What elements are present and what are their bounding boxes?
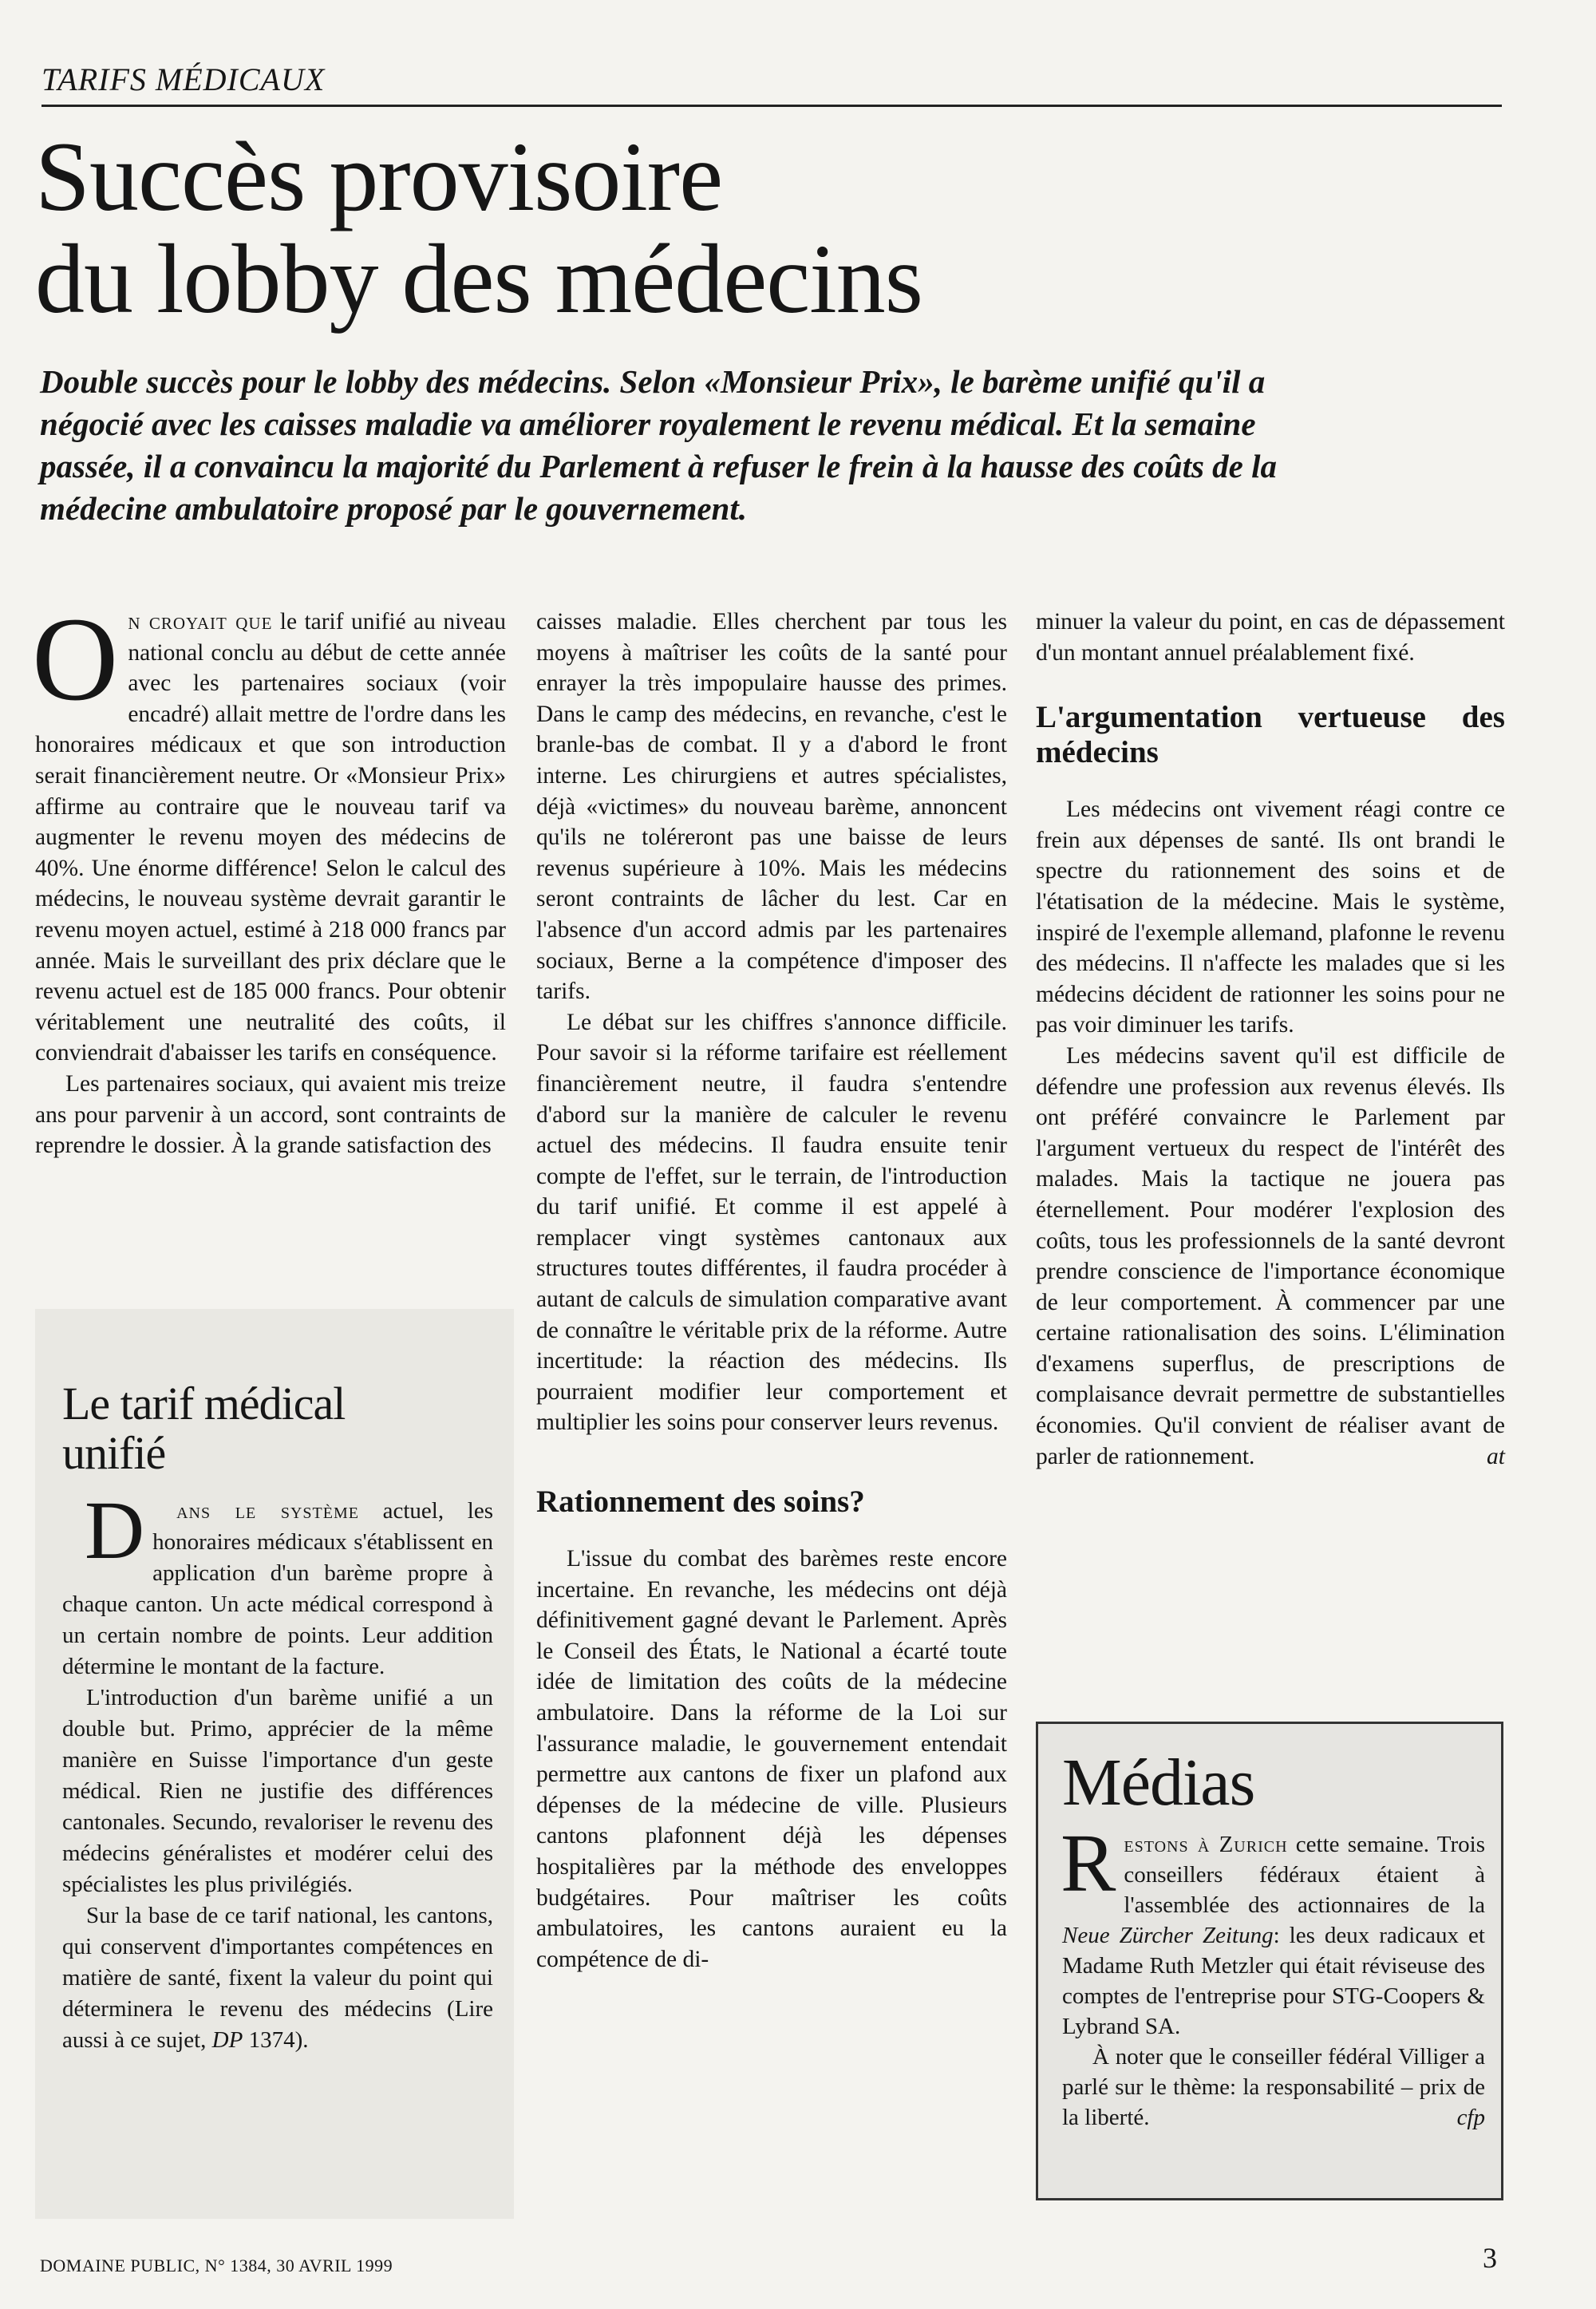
column-2 <box>536 607 1007 1975</box>
headline-line-2: du lobby des médecins <box>35 224 923 334</box>
col1-smallcaps: n croyait que <box>128 609 273 635</box>
headline-line-1: Succès provisoire <box>35 122 723 231</box>
box-paragraph-3 <box>62 1900 493 2056</box>
sidebar-box-tarif <box>35 1309 514 2219</box>
section-rubric: TARIFS MÉDICAUX <box>41 61 1502 107</box>
col1-paragraph-1 <box>32 593 506 1069</box>
box-p3-end: 1374). <box>243 2027 309 2053</box>
col2-paragraph-1: caisses maladie. Elles cherchent par tous les moyens à maîtriser les coûts de la santé pour enrayer la très impopulaire hausse des primes. Dans le camp des médecins, en revanche, c'est le branle-bas de combat. Il y a d'abord le front interne. Les chirurgiens et autres spécialistes, déjà «victimes» du nouveau barème, annoncent qu'ils ne toléreront pas une baisse de leurs revenus supérieure à 10%. Mais les médecins seront contraints de lâcher du lest. Car en l'absence d'un accord admis par les partenaires sociaux, Berne a la compétence d'imposer des tarifs. <box>536 609 1007 1005</box>
box-p3-start: Sur la base de ce tarif national, les cantons, qui conservent d'importantes compétences en matière de santé, fixent la valeur du point qui déterminera le revenu des médecins (Lire aussi à ce sujet, <box>62 1903 493 2053</box>
medias-body <box>1061 1817 1485 2133</box>
box-paragraph-1 <box>62 1485 493 1682</box>
col3-paragraph-1: minuer la valeur du point, en cas de dépassement d'un montant annuel préalablement fixé. <box>1036 609 1505 666</box>
page-number: 3 <box>1483 2242 1497 2274</box>
medias-signature: cfp <box>1456 2105 1485 2130</box>
medias-paragraph-1 <box>1061 1817 1485 2042</box>
col1-paragraph-2: Les partenaires sociaux, qui avaient mis treize ans pour parvenir à un accord, sont contraints de reprendre le dossier. À la grande satisfaction des <box>35 1070 506 1159</box>
column-1 <box>32 593 506 1161</box>
box-p3-ref: DP <box>211 2027 243 2053</box>
box-body <box>62 1485 493 2056</box>
medias-title: Médias <box>1062 1746 1255 1820</box>
sidebar-box-medias <box>1036 1722 1503 2200</box>
box-smallcaps: ans le système <box>176 1498 359 1524</box>
box-title <box>62 1379 493 1478</box>
box-title-line-2: unifié <box>62 1427 166 1479</box>
col1-p1-text: le tarif unifié au niveau national conclu au début de cette année avec les partenaires sociaux (voir encadré) allait mettre de l'ordre dans les honoraires médicaux et que son introduction serait financièrement neutre. Or «Monsieur Prix» affirme au contraire que le nouveau tarif va augmenter le revenu moyen des médecins de 40%. Une énorme différence! Selon le calcul des médecins, le nouveau système devrait garantir le revenu moyen actuel, estimé à 218 000 francs par année. Mais le surveillant des prix déclare que le revenu actuel est de 185 000 francs. Pour obtenir véritablement une neutralité des coûts, il conviendrait d'abaisser les tarifs en conséquence. <box>35 609 506 1066</box>
medias-newspaper: Neue Zürcher Zeitung <box>1062 1923 1274 1948</box>
col3-signature: at <box>1487 1443 1505 1469</box>
col2-paragraph-2: Le débat sur les chiffres s'annonce difficile. Pour savoir si la réforme tarifaire est réellement financièrement neutre, il faudra s'entendre d'abord sur la manière de calculer le revenu actuel des médecins. Il faudra ensuite tenir compte de l'effet, sur le terrain, de l'introduction du tarif unifié. Et comme il est appelé à remplacer vingt systèmes cantonaux aux structures toutes différentes, il faudra procéder à autant de calculs de simulation comparative avant de connaître le véritable prix de la réforme. Autre incertitude: la réaction des médecins. Ils pourraient modifier leur comportement et multiplier les soins pour conserver leurs revenus. <box>536 1009 1007 1436</box>
col3-paragraph-3 <box>1036 1041 1505 1472</box>
box-p1-text: actuel, les honoraires médicaux s'établissent en application d'un barème propre à chaque canton. Un acte médical correspond à un certain nombre de points. Leur addition détermine le montant de la facture. <box>62 1498 493 1679</box>
lead-paragraph: Double succès pour le lobby des médecins. Selon «Monsieur Prix», le barème unifié qu'il a négocié avec les caisses maladie va améliorer royalement le revenu médical. Et la semaine passée, il a convaincu la majorité du Parlement à refuser le frein à la hausse des coûts de la médecine ambulatoire proposé par le gouvernement. <box>40 363 1278 527</box>
box-title-line-1: Le tarif médical <box>62 1378 346 1429</box>
medias-smallcaps: estons à Zurich <box>1124 1832 1288 1857</box>
medias-p2-text: À noter que le conseiller fédéral Villiger a parlé sur le thème: la responsabilité – prix de la liberté. <box>1062 2044 1485 2130</box>
drop-cap-d: D <box>85 1485 145 1576</box>
footer-issue: DOMAINE PUBLIC, N° 1384, 30 AVRIL 1999 <box>40 2256 393 2275</box>
col3-heading: L'argumentation vertueuse des médecins <box>1036 700 1505 770</box>
col3-p3-text: Les médecins savent qu'il est difficile de défendre une profession aux revenus élevés. Ils ont préféré convaincre le Parlement par l'argument vertueux du respect de l'intérêt des malades. Mais la tactique ne jouera pas éternellement. Pour modérer l'explosion des coûts, tous les professionnels de la santé devront prendre conscience de l'importance économique de leur comportement. À commencer par une certaine rationalisation des soins. L'élimination d'examens superflus, de prescriptions de complaisance devrait permettre de substantielles économies. Qu'il convient de réaliser avant de parler de rationnement. <box>1036 1042 1505 1469</box>
medias-p1-end: : les deux radicaux et Madame Ruth Metzler qui était réviseuse des comptes de l'entreprise pour STG-Coopers & Lybrand SA. <box>1062 1923 1485 2039</box>
box-paragraph-2: L'introduction d'un barème unifié a un double but. Primo, apprécier de la même manière en Suisse l'importance d'un geste médical. Rien ne justifie des différences cantonales. Secundo, revaloriser le revenu des médecins généralistes et modérer celui des spécialistes les plus privilégiés. <box>62 1685 493 1897</box>
drop-cap-r: R <box>1061 1817 1116 1909</box>
medias-paragraph-2 <box>1062 2042 1485 2133</box>
col2-paragraph-3: L'issue du combat des barèmes reste encore incertaine. En revanche, les médecins ont déjà définitivement gagné devant le Parlement. Après le Conseil des États, le National a écarté toute idée de limitation des coûts de la médecine ambulatoire. Dans la réforme de la Loi sur l'assurance maladie, le gouvernement entendait permettre aux cantons de fixer un plafond aux dépenses de la médecine de ville. Plusieurs cantons plafonnent déjà les dépenses hospitalières par la méthode des enveloppes budgétaires. Pour maîtriser les coûts ambulatoires, les cantons auraient eu la compétence de di- <box>536 1546 1007 1972</box>
col2-heading: Rationnement des soins? <box>536 1485 865 1520</box>
box-content <box>62 1379 493 2056</box>
medias-p1-text: cette semaine. Trois conseillers fédéraux étaient à l'assemblée des actionnaires de la <box>1124 1832 1485 1918</box>
headline <box>35 122 1232 334</box>
drop-cap-o: O <box>32 593 119 726</box>
medias-content <box>1062 1748 1485 2133</box>
col3-paragraph-2: Les médecins ont vivement réagi contre ce frein aux dépenses de santé. Ils ont brandi le spectre du rationnement des soins et de l'étatisation de la médecine. Mais le système, inspiré de l'exemple allemand, plafonne le revenu des médecins. Il n'affecte les malades que si les médecins décident de rationner les soins pour ne pas voir diminuer les tarifs. <box>1036 797 1505 1038</box>
column-3 <box>1036 607 1505 1472</box>
